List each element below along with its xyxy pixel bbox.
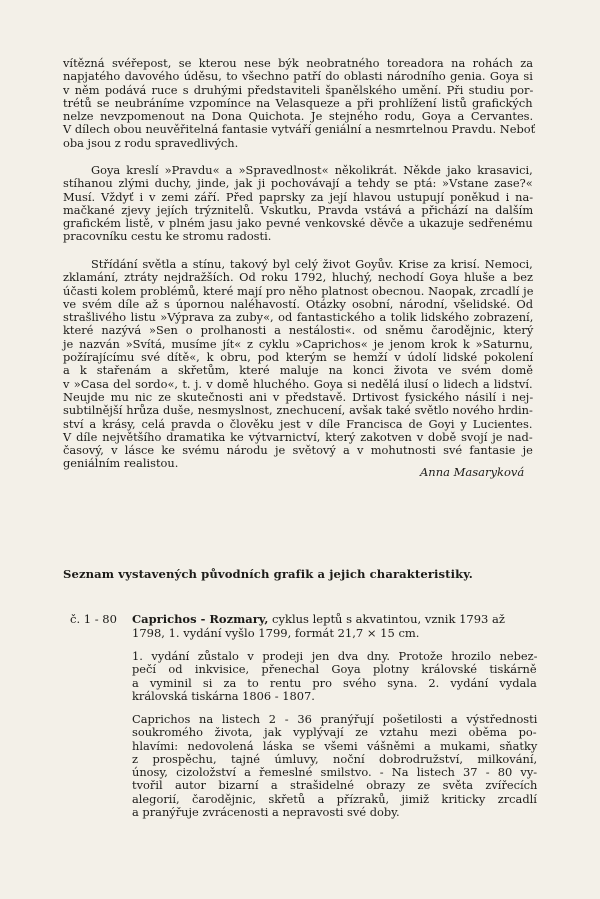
entry-heading-rest: cyklus leptů s akvatintou, vznik 1793 až (268, 612, 505, 626)
text-line: nelze nevzpomenout na Dona Quichota. Je stejného rodu, Goya a Cervantes. (63, 109, 534, 124)
paragraph-light-and-shadow (63, 258, 533, 471)
text-line: únosy, cizoložství a řemeslné smilstvo. - Na listech 37 - 80 vy- (132, 765, 538, 780)
paragraph-goya-national-genius (63, 56, 536, 150)
entry-number: č. 1 - 80 (70, 612, 117, 626)
text-line: grafickém listě, v plném jasu jako pevné venkovské děvče a ukazuje sedřenému (63, 216, 533, 231)
text-line: v »Casa del sordo«, t. j. v domě hluchého. Goya si nedělá ilusí o lidech a lidství. (63, 376, 533, 391)
text-line: zklamání, ztráty nejdražších. Od roku 1792, hluchý, nechodí Goya hluše a bez (63, 270, 533, 285)
text-line: geniálním realistou. (63, 456, 179, 471)
section-title: Seznam vystavených původních grafik a jejich charakteristiky. (63, 567, 473, 581)
text-line: subtilnější hrůza duše, nesmyslnost, znechucení, avšak také světlo nového hrdin- (63, 403, 533, 418)
text-line: pracovníku cestu ke stromu radosti. (63, 229, 272, 244)
text-line: a pranýřuje zvrácenosti a nepravosti své doby. (132, 805, 400, 820)
text-line: vítězná svéřepost, se kterou nese býk neobratného toreadora na rohách za (63, 56, 534, 70)
text-line: V díle největšího dramatika ke výtvarnictví, který zakotven v době svojí je nad- (63, 429, 533, 444)
text-line: a k stařenám a skřetům, které maluje na konci života ve svém domě (63, 363, 534, 378)
text-line: Musí. Vždyť i v zemi září. Před paprsky za její hlavou ustupují poněkud i na- (63, 189, 534, 204)
text-line: stíhanou zlými duchy, jinde, jak ji pochovávají a tehdy se ptá: »Vstane zase?« (63, 176, 533, 191)
text-line: Střídání světla a stínu, takový byl celý život Goyův. Krise za krisí. Nemoci, (91, 257, 533, 271)
text-line: královská tiskárna 1806 - 1807. (132, 688, 315, 703)
text-line: oba jsou z rodu spravedlivých. (63, 135, 239, 150)
text-line: požírajícímu své dítě«, k obru, pod kterým se hemží v údolí lidské pokolení (63, 350, 534, 365)
text-line: Goya kreslí »Pravdu« a »Spravedlnost« několikrát. Někde jako krasavici, (91, 163, 533, 177)
author-signature: Anna Masaryková (420, 465, 525, 479)
text-line: je nazván »Svítá, musíme jít« z cyklu »Caprichos« je jenom krok k »Saturnu, (63, 336, 533, 351)
text-line: alegorií, čarodějnic, skřetů a přízraků, jimiž kriticky zrcadlí (132, 791, 537, 806)
entry-paragraph-content (132, 713, 537, 819)
text-line: které nazývá »Sen o prolhanosti a nestálosti«. od sněmu čarodějnic, který (63, 323, 534, 338)
paragraph-truth-and-justice (63, 164, 533, 244)
text-line: Caprichos na listech 2 - 36 pranýřují pošetilosti a výstřednosti (132, 712, 538, 726)
entry-heading (132, 612, 537, 640)
text-line: v něm podává ruce s druhými představiteli španělského umění. Při studiu por- (63, 82, 534, 97)
entry-title: Caprichos - Rozmary, (132, 612, 269, 626)
text-line: tvořil autor bizarní a strašidelné obrazy ze světa zvířecích (132, 778, 538, 793)
text-line: pečí od inkvisice, přenechal Goya plotny královské tiskárně (132, 662, 537, 677)
text-line: z prospěchu, tajné úmluvy, noční dobrodružství, milkování, (132, 751, 538, 766)
entry-paragraph-editions (132, 650, 537, 703)
text-line: Neujde mu nic ze skutečnosti ani v představě. Drtivost fysického násilí i nej- (63, 389, 534, 404)
entry-heading-line-2: 1798, 1. vydání vyšlo 1799, formát 21,7 × 15 cm. (132, 626, 420, 640)
text-line: mačkané zjevy jejích trýznitelů. Vskutku, Pravda vstává a přichází na dalším (63, 202, 534, 217)
text-line: časový, v lásce ke svému národu je světový a v mohutnosti své fantasie je (63, 443, 533, 458)
text-line: V dílech obou neuvěřitelná fantasie vytváří geniální a nesmrtelnou Pravdu. Neboť (63, 122, 536, 137)
text-line: ve svém díle až s úpornou naléhavostí. Otázky osobní, národní, všelidské. Od (63, 296, 534, 311)
text-line: účasti kolem problémů, které mají pro něho platnost obecnou. Naopak, zrcadlí je (63, 283, 534, 298)
text-line: hlavími: nedovolená láska se všemi vášněmi a mukami, sňatky (132, 738, 538, 753)
text-line: soukromého života, jak vyplývají ze vztahu mezi oběma po- (132, 725, 537, 740)
text-line: strašlivého listu »Výprava za zuby«, od fantastického a tolik lidského zobrazení, (63, 310, 534, 325)
text-line: napjatého davového úděsu, to všechno patří do oblasti národního genia. Goya si (63, 69, 533, 84)
text-line: a vyminil si za to rentu pro svého syna. 2. vydání vydala (132, 675, 537, 690)
text-line: trétů se neubráníme vzpomínce na Velasqueze a při prohlížení listů grafických (63, 95, 533, 110)
text-line: 1. vydání zůstalo v prodeji jen dva dny. Protože hrozilo nebez- (132, 649, 538, 663)
text-line: ství a krásy, celá pravda o člověku jest v díle Francisca de Goyi y Lucientes. (63, 416, 533, 431)
